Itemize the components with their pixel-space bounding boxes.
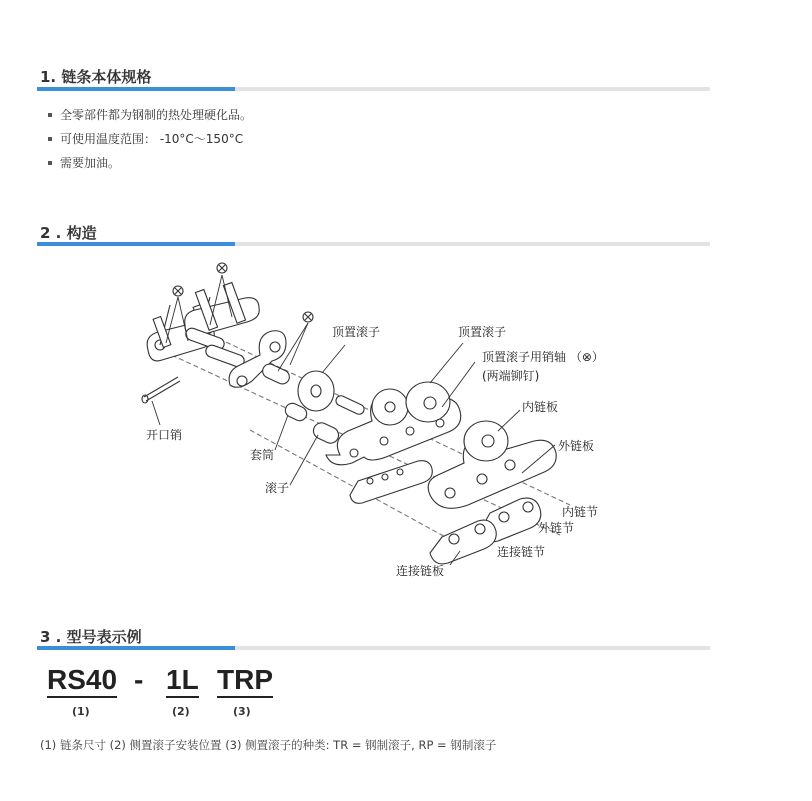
label-outer-plate: 外链板	[558, 439, 595, 453]
list-item	[48, 127, 252, 151]
list-item-text: 可使用温度范围： -10°C～150°C	[60, 132, 244, 146]
list-item-text: 全零部件都为钢制的热处理硬化品。	[60, 108, 253, 122]
divider-accent	[37, 242, 235, 246]
label-connecting-link: 连接链节	[497, 545, 546, 559]
spec-list	[48, 103, 252, 175]
bullet-icon	[48, 161, 52, 165]
bullet-icon	[48, 137, 52, 141]
divider-accent	[37, 87, 235, 91]
model-code-legend: (1) 链条尺寸 (2) 侧置滚子安装位置 (3) 侧置滚子的种类: TR = 钢制滚子, RP = 钢制滚子	[40, 738, 497, 752]
outer-plate-2	[185, 282, 260, 336]
label-outer-link: 外链节	[538, 521, 575, 535]
label-roller: 滚子	[265, 481, 290, 495]
label-inner-link: 内链节	[562, 505, 599, 519]
chain-structure-diagram	[130, 255, 630, 585]
top-roller-1	[298, 371, 334, 411]
model-code-position: 1L	[166, 664, 199, 698]
label-connecting-plate: 连接链板	[396, 564, 445, 578]
model-code-num-2: (2)	[172, 705, 190, 718]
section-divider	[37, 242, 710, 246]
label-cotter-pin: 开口销	[146, 428, 183, 442]
label-top-roller-1: 顶置滚子	[332, 325, 381, 339]
model-code-size: RS40	[47, 664, 117, 698]
roller	[311, 420, 341, 445]
section-title-model: 3 . 型号表示例	[40, 628, 142, 646]
model-code-num-1: (1)	[72, 705, 90, 718]
label-top-pin-note: (两端铆钉)	[482, 369, 540, 383]
list-item	[48, 103, 252, 127]
label-top-pin: 顶置滚子用销轴 （⊗）	[482, 350, 604, 364]
section-title-spec: 1. 链条本体规格	[40, 68, 152, 86]
model-code-type: TRP	[217, 664, 273, 698]
section-title-structure: 2 . 构造	[40, 224, 97, 242]
model-code-num-3: (3)	[233, 705, 251, 718]
label-top-roller-2: 顶置滚子	[458, 325, 507, 339]
list-item-text: 需要加油。	[60, 156, 121, 170]
list-item	[48, 151, 252, 175]
label-inner-plate: 内链板	[522, 400, 559, 414]
divider-accent	[37, 646, 235, 650]
section-divider	[37, 87, 710, 91]
cotter-pin	[142, 377, 180, 403]
label-bushing: 套筒	[250, 448, 275, 462]
section-divider	[37, 646, 710, 650]
model-code-dash: -	[134, 664, 144, 695]
bullet-icon	[48, 113, 52, 117]
